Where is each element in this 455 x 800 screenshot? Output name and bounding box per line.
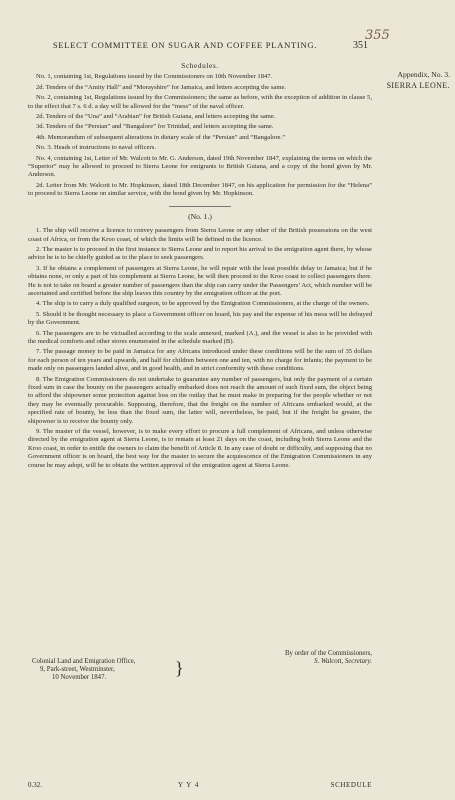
schedule-item: 2d. Tenders of the “Amity Hall” and “Morayshire” for Jamaica, and letters accepting the same. (36, 83, 287, 91)
office-address (32, 658, 172, 683)
footer-left: 0.32. (28, 781, 42, 789)
regulation-paragraph: 3. If he obtains a complement of passengers at Sierra Leone, he will repair with the least possible delay to Jamaica; but if he obtains none, or only a part of his complement at Sierra Leone, he will then proceed to the Kroo coast to collect passengers there. He is not to take on board a greater number of passengers than the ship can carry under the Passengers’ Act, which number will be ascertained and certified before the ship leaves this country by the emigration officer at the port. (28, 264, 372, 297)
signer-name: S. Walcott, Secretary. (314, 658, 372, 666)
by-order-line: By order of the Commissioners, (284, 650, 372, 657)
running-header: SELECT COMMITTEE ON SUGAR AND COFFEE PLANTING. (52, 40, 318, 50)
office-line: 9, Park-street, Westminster, (40, 666, 115, 674)
schedules-heading: Schedules. (181, 61, 219, 70)
signature-mark: Y Y 4 (178, 781, 200, 789)
regulation-paragraph: 6. The passengers are to be victualled according to the scale annexed, marked (A.), and the vessel is also to be provided with the medical comforts and other stores enumerated in the schedule marked (B). (28, 329, 372, 345)
regulation-paragraph: 1. The ship will receive a licence to convey passengers from Sierra Leone or any other of the British possessions on the west coast of Africa, or from the Kroo coast, of which the limits will be defined in the licence. (28, 227, 372, 243)
place-label: SIERRA LEONE. (386, 81, 450, 90)
schedule-item: No. 4, containing 1st, Letter of Mr. Walcott to Mr. G. Anderson, dated 19th November 1847, explaining the terms on which the “Superior” may be allowed to proceed to Sierra Leone for emigrants to British Guiana, and a copy of the bond given by Mr. Anderson. (28, 154, 372, 179)
section-divider (169, 206, 231, 207)
signatory (222, 650, 372, 666)
schedule-item: 3d. Tenders of the “Persian” and “Bangalore” for Trinidad, and letters accepting the same. (36, 123, 274, 131)
no1-heading: (No. 1.) (188, 211, 212, 221)
brace-glyph: } (175, 658, 184, 678)
schedule-item: No. 2, containing 1st, Regulations issued by the Commissioners; the same as before, with the exception of addition in clause 5, to the effect that 7 s. 6 d. a day will be allowed for the “mess” of the naval officer. (28, 94, 372, 110)
office-date: 10 November 1847. (52, 674, 107, 682)
margin-note (380, 70, 450, 90)
main-content (28, 62, 372, 472)
schedule-item: 4th. Memorandum of subsequent alterations in dietary scale of the “Persian” and “Bangalore.” (36, 133, 286, 141)
office-line: Colonial Land and Emigration Office, (32, 658, 136, 665)
schedule-item: 2d. Letter from Mr. Walcott to Mr. Hopkinson, dated 18th December 1847, on his application for permission for the “Helena” to proceed to Sierra Leone on similar service, with the bond given by Mr. Hopkinson. (28, 181, 372, 198)
schedule-item: No. 3. Heads of instructions to naval officers. (36, 144, 157, 152)
regulation-paragraph: 4. The ship is to carry a duly qualified surgeon, to be approved by the Emigration Commissioners, at the charge of the owners. (36, 300, 370, 308)
regulation-paragraph: 9. The master of the vessel, however, is to make every effort to procure a full complement of Africans, and unless otherwise directed by the emigration agent at Sierra Leone, is to remain at least 21 days on the coast, including both Sierra Leone and the Kroo coast, in order to entitle the owners to claim the benefit of Article 8. In any case of doubt or difficulty, and supposing that no Government officer is on board, the best way for the master to secure the acquiescence of the Emigration Commissioners in any course he may adopt, will be to obtain the written approval of the emigration agent at Sierra Leone. (28, 428, 372, 469)
regulation-paragraph: 2. The master is to proceed in the first instance to Sierra Leone and to report his arrival to the emigration agent there, by whose advice he is to be chiefly guided as to the place to seek passengers. (28, 245, 372, 262)
regulation-paragraph: 7. The passage money to be paid in Jamaica for any Africans introduced under these conditions will be the sum of 35 dollars for each person of ten years and upwards, and half for children between one and ten, with no charge for infants; the payment to be made only on passengers landed alive, and in good health, and in strict conformity with these conditions. (28, 348, 372, 373)
schedule-item: 2d. Tenders of the “Una” and “Arabian” for British Guiana, and letters accepting the same. (36, 113, 276, 121)
handwritten-page-number: 355 (365, 28, 390, 43)
catchword: SCHEDULE (330, 781, 372, 789)
regulation-paragraph: 5. Should it be thought necessary to place a Government officer on board, his pay and the expense of his mess will be defrayed by the Government. (28, 310, 372, 327)
appendix-label: Appendix, No. 3. (397, 70, 450, 79)
page-number: 351 (353, 40, 368, 51)
schedule-item: No. 1, containing 1st, Regulations issued by the Commissioners on 10th November 1847. (36, 73, 273, 81)
regulation-paragraph: 8. The Emigration Commissioners do not undertake to guarantee any number of passengers, but only the payment of a certain fixed sum in case the bounty on the passengers actually embarked does not reach the amount of such fixed sum, the object being to afford the shipowner some protection against loss on the outlay that he must make in preparing for the people whether or not they may be eventually procurable. Supposing, therefore, that the freight on the number of Africans embarked would, at the specified rate of bounty, be less than the fixed sum, the latter will, nevertheless, be paid, but if the freight be greater, the shipowner is to receive the bounty only. (28, 375, 372, 425)
